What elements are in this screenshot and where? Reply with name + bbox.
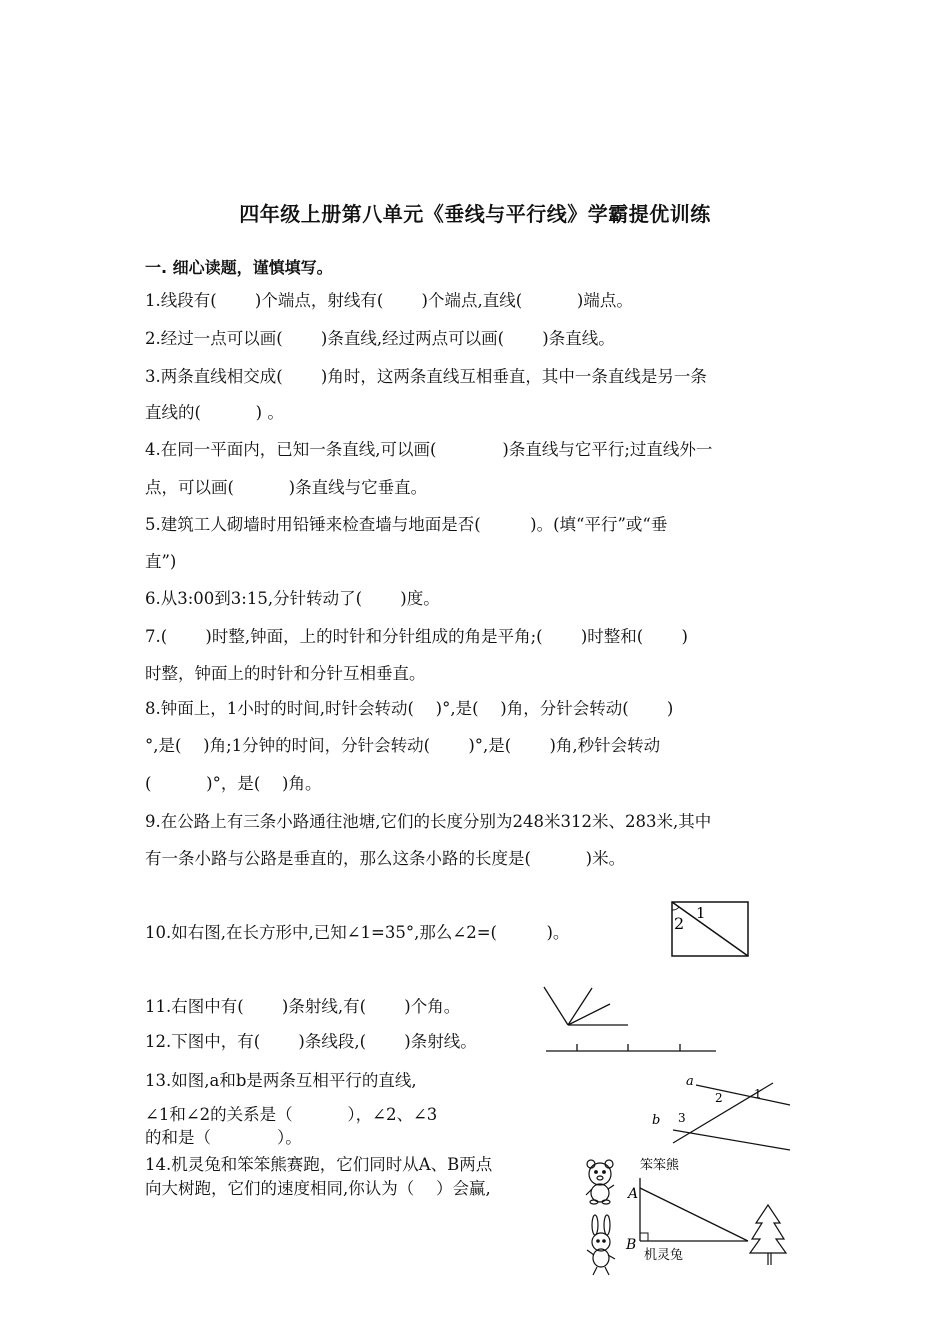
bear-icon — [586, 1160, 614, 1204]
question-4-line-2: 点，可以画( )条直线与它垂直。 — [145, 478, 428, 497]
section-heading: 一. 细心读题，谨慎填写。 — [145, 258, 333, 277]
rectangle-figure — [668, 898, 752, 960]
question-7-line-1: 7.( )时整,钟面，上的时针和分针组成的角是平角;( )时整和( ) — [145, 627, 688, 646]
angle-2-parallel-label: 2 — [715, 1091, 723, 1105]
question-7-line-2: 时整，钟面上的时针和分针互相垂直。 — [145, 664, 426, 683]
question-2: 2.经过一点可以画( )条直线,经过两点可以画( )条直线。 — [145, 329, 615, 348]
question-14-line-1: 14.机灵兔和笨笨熊赛跑，它们同时从A、B两点 — [145, 1155, 493, 1174]
question-5-line-2: 直”) — [145, 552, 177, 571]
point-b-label: B — [626, 1237, 637, 1253]
race-figure — [578, 1155, 798, 1280]
question-8-line-2: °,是( )角;1分钟的时间，分针会转动( )°,是( )角,秒针会转动 — [145, 736, 661, 755]
line-points-figure — [543, 1040, 719, 1056]
question-14-line-2: 向大树跑，它们的速度相同,你认为（ ）会赢, — [145, 1179, 491, 1198]
question-12: 12.下图中，有( )条线段,( )条射线。 — [145, 1032, 477, 1051]
question-13-line-2: ∠1和∠2的关系是（ ），∠2、∠3 — [145, 1105, 438, 1124]
point-a-label: A — [628, 1186, 639, 1202]
rabbit-label: 机灵兔 — [644, 1248, 684, 1263]
line-a-label: a — [686, 1074, 694, 1089]
angle-3-parallel-label: 3 — [678, 1111, 686, 1125]
question-3-line-2: 直线的( ) 。 — [145, 403, 284, 422]
question-5-line-1: 5.建筑工人砌墙时用铅锤来检查墙与地面是否( )。(填“平行”或“垂 — [145, 515, 668, 534]
line-b-label: b — [652, 1113, 661, 1128]
parallel-lines-figure — [648, 1068, 796, 1152]
rays-figure — [540, 982, 635, 1028]
question-13-line-1: 13.如图,a和b是两条互相平行的直线, — [145, 1071, 417, 1090]
question-8-line-1: 8.钟面上，1小时的时间,时针会转动( )°,是( )角，分针会转动( ) — [145, 699, 674, 718]
angle-1-label: 1 — [696, 904, 706, 922]
question-3-line-1: 3.两条直线相交成( )角时，这两条直线互相垂直，其中一条直线是另一条 — [145, 367, 707, 386]
question-11: 11.右图中有( )条射线,有( )个角。 — [145, 997, 461, 1016]
question-4-line-1: 4.在同一平面内，已知一条直线,可以画( )条直线与它平行;过直线外一 — [145, 440, 713, 459]
rabbit-icon — [587, 1215, 615, 1275]
question-6: 6.从3:00到3:15,分针转动了( )度。 — [145, 589, 440, 608]
angle-2-label: 2 — [674, 914, 685, 933]
angle-1-parallel-label: 1 — [754, 1087, 762, 1101]
page-title: 四年级上册第八单元《垂线与平行线》学霸提优训练 — [239, 202, 711, 226]
question-9-line-1: 9.在公路上有三条小路通往池塘,它们的长度分别为248米312米、283米,其中 — [145, 812, 712, 831]
bear-label: 笨笨熊 — [640, 1158, 680, 1173]
tree-icon — [750, 1205, 786, 1265]
question-13-line-3: 的和是（ ）。 — [145, 1128, 302, 1147]
question-8-line-3: ( )°，是( )角。 — [145, 774, 322, 793]
question-10: 10.如右图,在长方形中,已知∠1=35°,那么∠2=( )。 — [145, 923, 570, 942]
question-1: 1.线段有( )个端点，射线有( )个端点,直线( )端点。 — [145, 291, 633, 310]
question-9-line-2: 有一条小路与公路是垂直的，那么这条小路的长度是( )米。 — [145, 849, 626, 868]
